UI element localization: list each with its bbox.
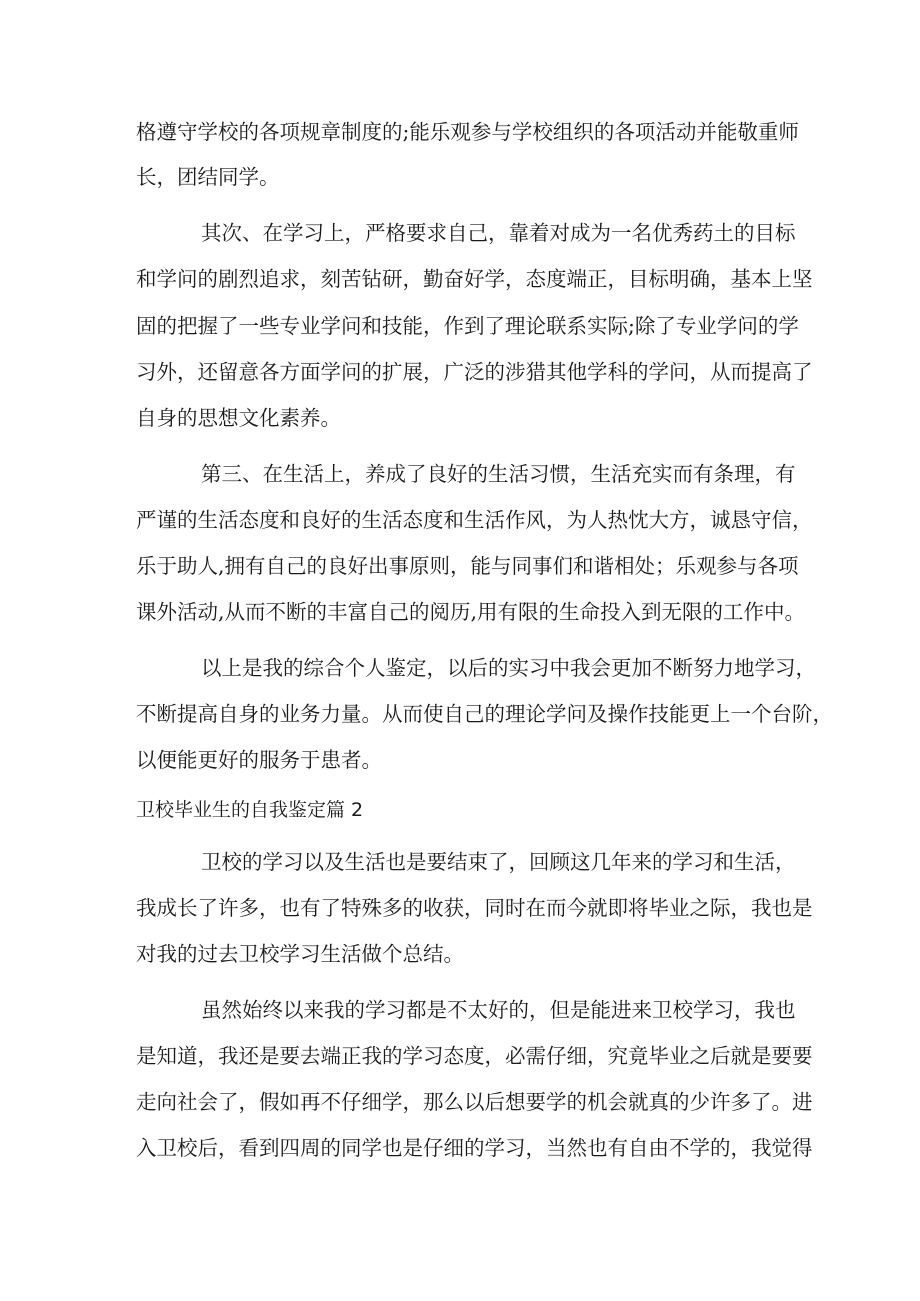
text-line: 不断提高自身的业务力量。从而使自己的理论学问及操作技能更上一个台阶， — [136, 702, 833, 726]
paragraph-first-line: 以上是我的综合个人鉴定，以后的实习中我会更加不断努力地学习， — [201, 656, 816, 680]
text-line: 走向社会了，假如再不仔细学，那么以后想要学的机会就真的少许多了。进 — [136, 1090, 813, 1114]
section-heading: 卫校毕业生的自我鉴定篇 2 — [136, 799, 364, 821]
text-line: 严谨的生活态度和良好的生活态度和生活作风，为人热忱大方，诚恳守信， — [136, 508, 813, 532]
paragraph-first-line: 其次、在学习上，严格要求自己，靠着对成为一名优秀药土的目标 — [201, 221, 796, 245]
text-line: 自身的思想文化素养。 — [136, 406, 341, 430]
text-line: 对我的过去卫校学习生活做个总结。 — [136, 942, 464, 966]
text-line: 固的把握了一些专业学问和技能，作到了理论联系实际;除了专业学问的学 — [136, 314, 799, 338]
text-line: 乐于助人,拥有自己的良好出事原则，能与同事们和谐相处；乐观参与各项 — [136, 554, 799, 578]
paragraph-first-line: 卫校的学习以及生活也是要结束了，回顾这几年来的学习和生活， — [201, 850, 796, 874]
text-line: 格遵守学校的各项规章制度的;能乐观参与学校组织的各项活动并能敬重师 — [136, 120, 799, 144]
text-line: 入卫校后，看到四周的同学也是仔细的学习，当然也有自由不学的，我觉得 — [136, 1136, 813, 1160]
text-line: 是知道，我还是要去端正我的学习态度，必需仔细，究竟毕业之后就是要要 — [136, 1044, 813, 1068]
text-line: 长，团结同学。 — [136, 165, 280, 189]
paragraph-first-line: 虽然始终以来我的学习都是不太好的，但是能进来卫校学习，我也 — [201, 998, 796, 1022]
text-line: 以便能更好的服务于患者。 — [136, 748, 382, 772]
text-line: 课外活动,从而不断的丰富自己的阅历,用有限的生命投入到无限的工作中。 — [136, 600, 806, 624]
text-line: 习外，还留意各方面学问的扩展，广泛的涉猎其他学科的学问，从而提高了 — [136, 360, 813, 384]
text-line: 我成长了许多，也有了特殊多的收获，同时在而今就即将毕业之际，我也是 — [136, 896, 813, 920]
text-line: 和学问的剧烈追求，刻苦钻研，勤奋好学，态度端正，目标明确，基本上坚 — [136, 267, 813, 291]
paragraph-first-line: 第三、在生活上，养成了良好的生活习惯，生活充实而有条理，有 — [201, 462, 796, 486]
